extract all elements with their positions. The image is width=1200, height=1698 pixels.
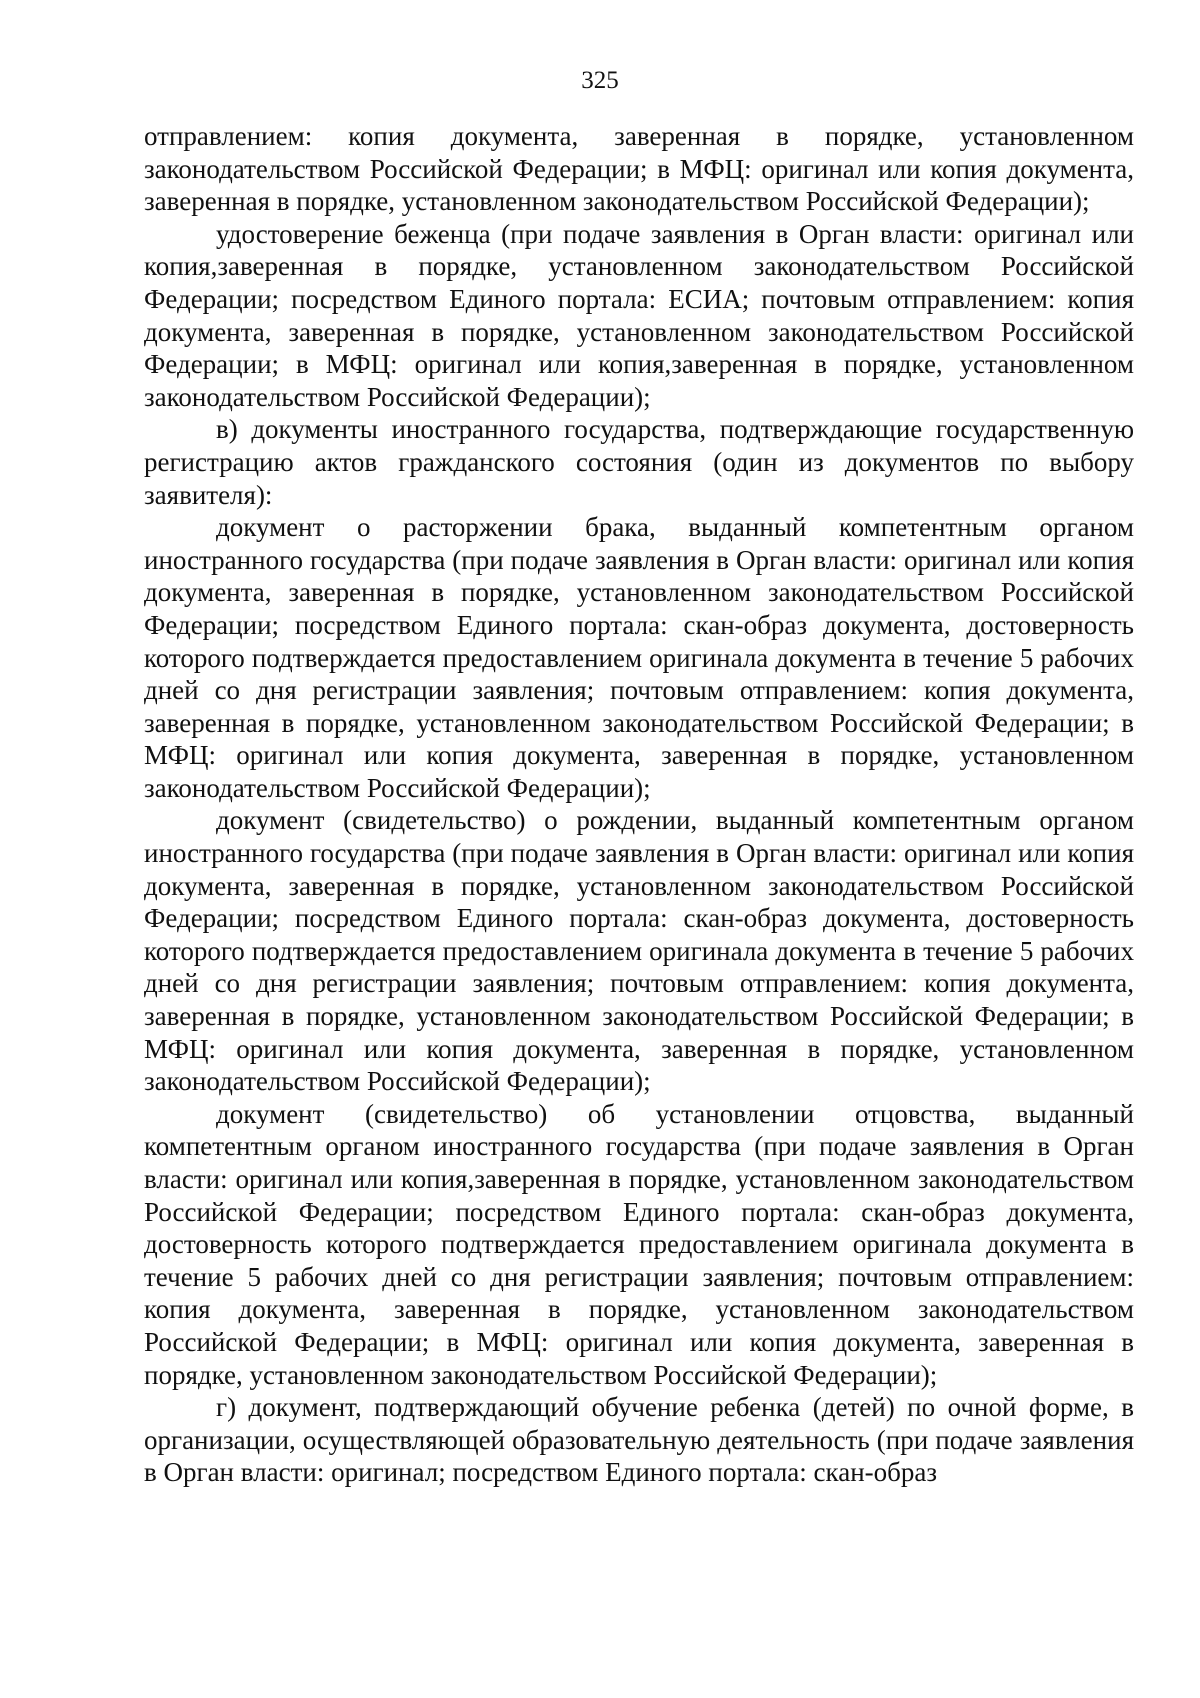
paragraph-item-v-foreign-documents: в) документы иностранного государства, подтверждающие государственную регистрацию актов гражданского состояния (один из документов по выбору заявителя):	[144, 414, 1134, 510]
paragraph-refugee-certificate: удостоверение беженца (при подаче заявления в Орган власти: оригинал или копия,заверенная в порядке, установленном законодательством Российской Федерации; посредством Единого портала: ЕСИА; почтовым отправлением: копия документа, заверенная в порядке, установленном законодательством Российской Федерации; в МФЦ: оригинал или копия,заверенная в порядке, установленном законодательством Российской Федерации);	[144, 218, 1134, 412]
document-body	[144, 120, 1134, 1489]
paragraph-divorce-document: документ о расторжении брака, выданный компетентным органом иностранного государства (при подаче заявления в Орган власти: оригинал или копия документа, заверенная в порядке, установленном законодательством Российской Федерации; посредством Единого портала: скан-образ документа, достоверность которого подтверждается предоставлением оригинала документа в течение 5 рабочих дней со дня регистрации заявления; почтовым отправлением: копия документа, заверенная в порядке, установленном законодательством Российской Федерации; в МФЦ: оригинал или копия документа, заверенная в порядке, установленном законодательством Российской Федерации);	[144, 512, 1134, 803]
page-number: 325	[581, 67, 619, 94]
paragraph-continuation: отправлением: копия документа, заверенная в порядке, установленном законодательством Российской Федерации; в МФЦ: оригинал или копия документа, заверенная в порядке, установленном законодательством Российской Федерации);	[144, 121, 1134, 217]
paragraph-paternity-document: документ (свидетельство) об установлении отцовства, выданный компетентным органом иностранного государства (при подаче заявления в Орган власти: оригинал или копия,заверенная в порядке, установленном законодательством Российской Федерации; посредством Единого портала: скан-образ документа, достоверность которого подтверждается предоставлением оригинала документа в течение 5 рабочих дней со дня регистрации заявления; почтовым отправлением: копия документа, заверенная в порядке, установленном законодательством Российской Федерации; в МФЦ: оригинал или копия документа, заверенная в порядке, установленном законодательством Российской Федерации);	[144, 1098, 1134, 1390]
paragraph-item-g-education-document: г) документ, подтверждающий обучение ребенка (детей) по очной форме, в организации, осуществляющей образовательную деятельность (при подаче заявления в Орган власти: оригинал; посредством Единого портала: скан-образ	[144, 1392, 1134, 1488]
paragraph-birth-document: документ (свидетельство) о рождении, выданный компетентным органом иностранного государства (при подаче заявления в Орган власти: оригинал или копия документа, заверенная в порядке, установленном законодательством Российской Федерации; посредством Единого портала: скан-образ документа, достоверность которого подтверждается предоставлением оригинала документа в течение 5 рабочих дней со дня регистрации заявления; почтовым отправлением: копия документа, заверенная в порядке, установленном законодательством Российской Федерации; в МФЦ: оригинал или копия документа, заверенная в порядке, установленном законодательством Российской Федерации);	[144, 805, 1134, 1097]
